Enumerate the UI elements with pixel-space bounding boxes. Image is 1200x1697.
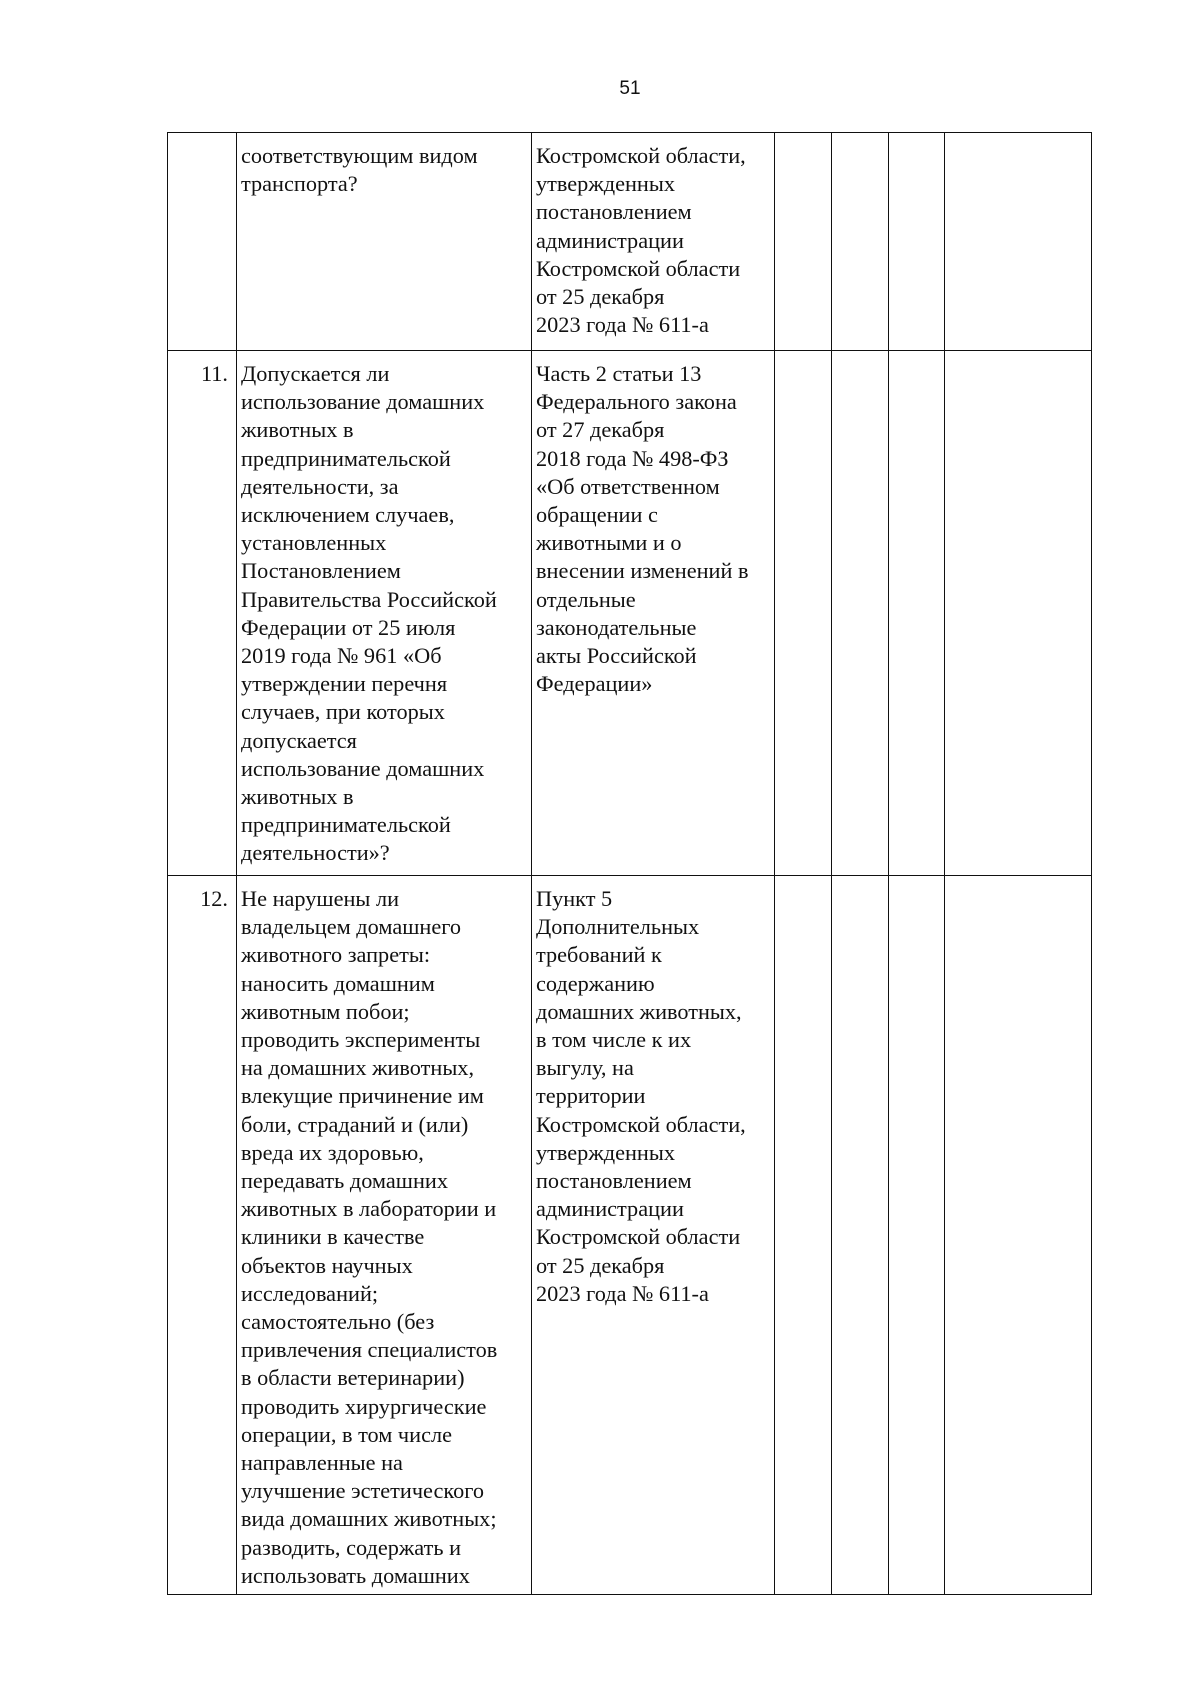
- column-divider: [831, 133, 832, 1594]
- checklist-table: [167, 132, 1092, 1595]
- column-divider: [944, 133, 945, 1594]
- legal-basis-cell: Пункт 5 Дополнительных требований к содержанию домашних животных, в том числе к их выгулу, на территории Костромской области, утвержденных постановлением администрации Костромской области от 25 декабря 2023 года № 611-а: [536, 886, 746, 1306]
- row-divider: [168, 875, 1091, 876]
- question-cell: Допускается ли использование домашних животных в предпринимательской деятельности, за исключением случаев, установленных Постановлением Правительства Российской Федерации от 25 июля 2019 года № 961 «Об утверждении перечня случаев, при которых допускается использование домашних животных в предпринимательской деятельности»?: [241, 361, 497, 866]
- column-divider: [774, 133, 775, 1594]
- legal-basis-cell: Костромской области, утвержденных постановлением администрации Костромской области от 25 декабря 2023 года № 611-а: [536, 143, 746, 338]
- row-number: 12.: [200, 886, 228, 911]
- row-number: 11.: [200, 361, 228, 386]
- page-number: 51: [619, 78, 641, 99]
- column-divider: [236, 133, 237, 1594]
- legal-basis-cell: Часть 2 статьи 13 Федерального закона от 27 декабря 2018 года № 498-ФЗ «Об ответственном обращении с животными и о внесении изменений в отдельные законодательные акты Российской Федерации»: [536, 361, 749, 697]
- question-cell: Не нарушены ли владельцем домашнего животного запреты: наносить домашним животным побои; проводить эксперименты на домашних животных, влекущие причинение им боли, страданий и (или) вреда их здоровью, передавать домашних животных в лаборатории и клиники в качестве объектов научных исследований; самостоятельно (без привлечения специалистов в области ветеринарии) проводить хирургические операции, в том числе направленные на улучшение эстетического вида домашних животных; разводить, содержать и использовать домашних: [241, 886, 498, 1588]
- column-divider: [888, 133, 889, 1594]
- question-cell: соответствующим видом транспорта?: [241, 143, 478, 197]
- row-divider: [168, 350, 1091, 351]
- column-divider: [531, 133, 532, 1594]
